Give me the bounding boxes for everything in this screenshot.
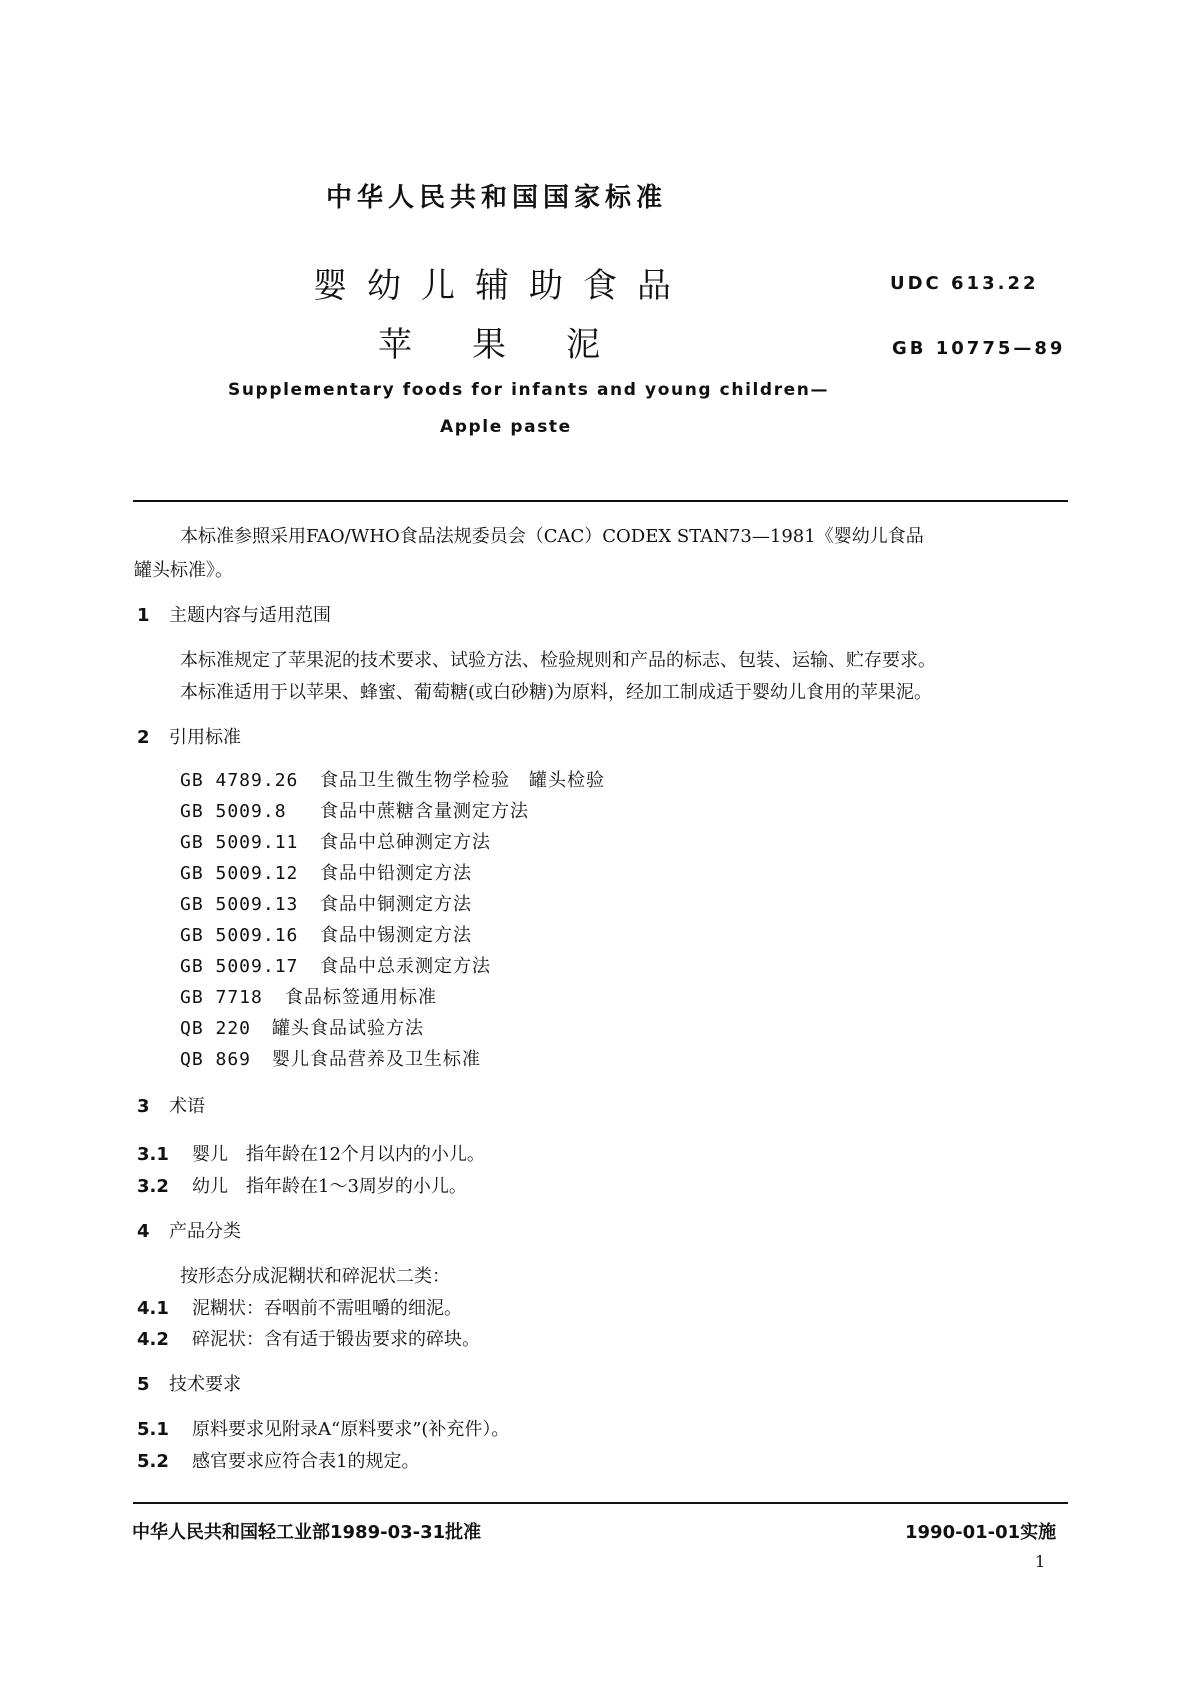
reference-title: 食品中铜测定方法 xyxy=(320,894,472,915)
document-subtitle: 苹果泥 xyxy=(378,325,660,365)
section-title: 主题内容与适用范围 xyxy=(169,605,331,626)
page-number: 1 xyxy=(1035,1552,1046,1571)
section-number: 3 xyxy=(137,1096,150,1117)
section-2-heading xyxy=(137,723,241,749)
section-number: 5 xyxy=(137,1374,150,1395)
clause-5-2 xyxy=(137,1447,419,1473)
reference-title: 食品卫生微生物学检验 罐头检验 xyxy=(320,770,605,791)
reference-item xyxy=(180,952,491,978)
section-title: 术语 xyxy=(169,1096,205,1117)
reference-title: 食品标签通用标准 xyxy=(285,987,437,1008)
reference-title: 食品中锡测定方法 xyxy=(320,925,472,946)
reference-code: GB 5009.11 xyxy=(180,832,299,853)
section-1-heading xyxy=(137,601,331,627)
english-title: Supplementary foods for infants and young children— xyxy=(228,380,830,400)
gb-number: GB 10775—89 xyxy=(892,338,1066,359)
clause-5-1 xyxy=(137,1415,509,1441)
effective-date: 1990-01-01实施 xyxy=(905,1522,1057,1543)
section-3-heading xyxy=(137,1092,205,1118)
section-4-intro: 按形态分成泥糊状和碎泥状二类： xyxy=(180,1266,450,1287)
reference-item xyxy=(180,797,529,823)
reference-item xyxy=(180,1045,481,1071)
section-title: 引用标准 xyxy=(169,727,241,748)
reference-item xyxy=(180,890,472,916)
reference-title: 罐头食品试验方法 xyxy=(272,1018,424,1039)
intro-line-2: 罐头标准》。 xyxy=(134,560,233,581)
reference-code: GB 7718 xyxy=(180,987,263,1008)
section-number: 1 xyxy=(137,605,150,626)
section-1-paragraph-2: 本标准适用于以苹果、蜂蜜、葡萄糖(或白砂糖)为原料，经加工制成适于婴幼儿食用的苹果泥。 xyxy=(180,682,933,703)
reference-title: 婴儿食品营养及卫生标准 xyxy=(272,1049,481,1070)
top-divider xyxy=(133,500,1068,502)
reference-item xyxy=(180,983,437,1009)
reference-title: 食品中总汞测定方法 xyxy=(320,956,491,977)
reference-code: QB 220 xyxy=(180,1018,252,1039)
clause-number: 3.1 xyxy=(137,1144,169,1165)
udc-code: UDC 613.22 xyxy=(890,273,1039,294)
section-number: 4 xyxy=(137,1221,150,1242)
clause-text: 婴儿 指年龄在12个月以内的小儿。 xyxy=(192,1144,485,1165)
reference-title: 食品中铅测定方法 xyxy=(320,863,472,884)
clause-number: 3.2 xyxy=(137,1176,169,1197)
section-4-heading xyxy=(137,1217,241,1243)
section-1-paragraph-1: 本标准规定了苹果泥的技术要求、试验方法、检验规则和产品的标志、包装、运输、贮存要求。 xyxy=(180,650,936,671)
approval-line: 中华人民共和国轻工业部1989-03-31批准 xyxy=(132,1522,482,1543)
clause-4-2 xyxy=(137,1325,480,1351)
clause-text: 感官要求应符合表1的规定。 xyxy=(192,1451,420,1472)
clause-number: 4.1 xyxy=(137,1298,169,1319)
reference-code: GB 5009.8 xyxy=(180,801,287,822)
intro-line-1: 本标准参照采用FAO/WHO食品法规委员会（CAC）CODEX STAN73—1981《婴幼儿食品 xyxy=(180,526,924,547)
reference-code: GB 5009.17 xyxy=(180,956,299,977)
reference-code: QB 869 xyxy=(180,1049,252,1070)
section-title: 产品分类 xyxy=(169,1221,241,1242)
reference-title: 食品中总砷测定方法 xyxy=(320,832,491,853)
reference-item xyxy=(180,859,472,885)
reference-code: GB 4789.26 xyxy=(180,770,299,791)
reference-item xyxy=(180,921,472,947)
reference-code: GB 5009.13 xyxy=(180,894,299,915)
reference-title: 食品中蔗糖含量测定方法 xyxy=(320,801,529,822)
reference-item xyxy=(180,828,491,854)
clause-text: 原料要求见附录A“原料要求”(补充件）。 xyxy=(192,1419,510,1440)
reference-item xyxy=(180,1014,424,1040)
clause-3-1 xyxy=(137,1140,485,1166)
section-number: 2 xyxy=(137,727,150,748)
clause-number: 5.1 xyxy=(137,1419,169,1440)
section-5-heading xyxy=(137,1370,241,1396)
clause-3-2 xyxy=(137,1172,467,1198)
clause-number: 5.2 xyxy=(137,1451,169,1472)
bottom-divider xyxy=(133,1502,1068,1504)
clause-number: 4.2 xyxy=(137,1329,169,1350)
english-subtitle: Apple paste xyxy=(440,417,572,437)
document-title: 婴幼儿辅助食品 xyxy=(313,266,691,306)
clause-text: 泥糊状：吞咽前不需咀嚼的细泥。 xyxy=(192,1298,462,1319)
reference-code: GB 5009.12 xyxy=(180,863,299,884)
clause-4-1 xyxy=(137,1294,462,1320)
national-standard-heading: 中华人民共和国国家标准 xyxy=(326,183,668,213)
clause-text: 幼儿 指年龄在1～3周岁的小儿。 xyxy=(192,1176,467,1197)
section-title: 技术要求 xyxy=(169,1374,241,1395)
reference-item xyxy=(180,766,605,792)
clause-text: 碎泥状：含有适于锻齿要求的碎块。 xyxy=(192,1329,480,1350)
reference-code: GB 5009.16 xyxy=(180,925,299,946)
